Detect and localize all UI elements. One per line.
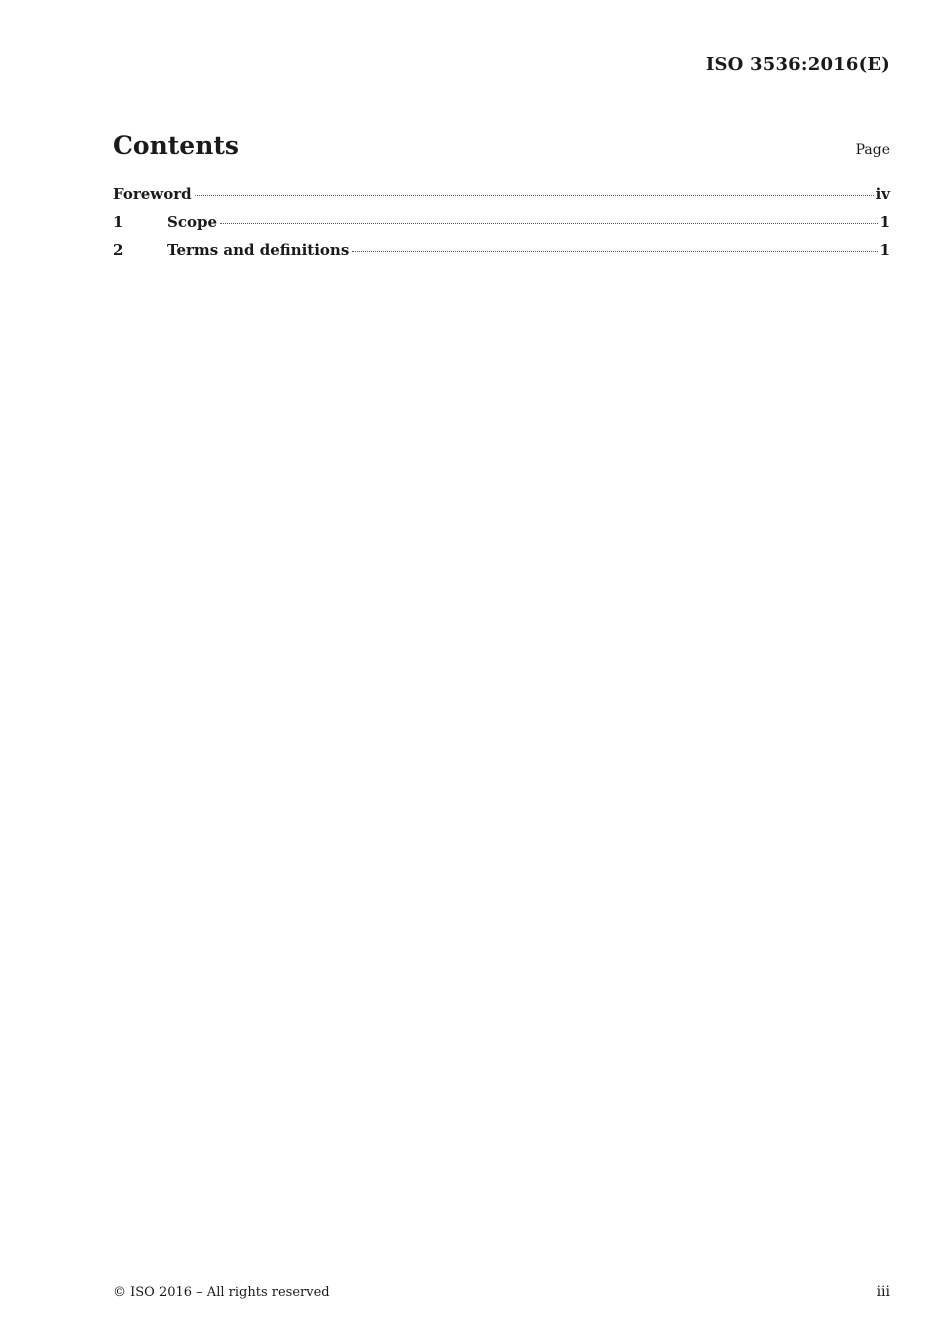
toc-entry-foreword[interactable] [113,185,890,213]
toc-entry-title: Scope [167,213,218,231]
toc-dot-leader [195,194,874,196]
toc-entry-title: Foreword [113,185,192,203]
footer-page-number: iii [876,1284,890,1300]
toc-entry-number: 1 [113,213,124,231]
toc-entry-number: 2 [113,241,124,259]
toc-dot-leader [220,222,878,224]
page-column-heading: Page [855,142,890,158]
toc-entry-page: iv [875,185,890,203]
document-id: ISO 3536:2016(E) [705,54,890,75]
contents-heading: Contents [113,131,240,160]
toc-dot-leader [352,250,877,252]
toc-entry-terms-and-definitions[interactable] [113,241,890,269]
table-of-contents [113,185,890,269]
toc-entry-title: Terms and definitions [167,241,350,259]
toc-entry-scope[interactable] [113,213,890,241]
footer-copyright: © ISO 2016 – All rights reserved [113,1285,330,1300]
toc-entry-page: 1 [879,241,890,259]
toc-entry-page: 1 [879,213,890,231]
